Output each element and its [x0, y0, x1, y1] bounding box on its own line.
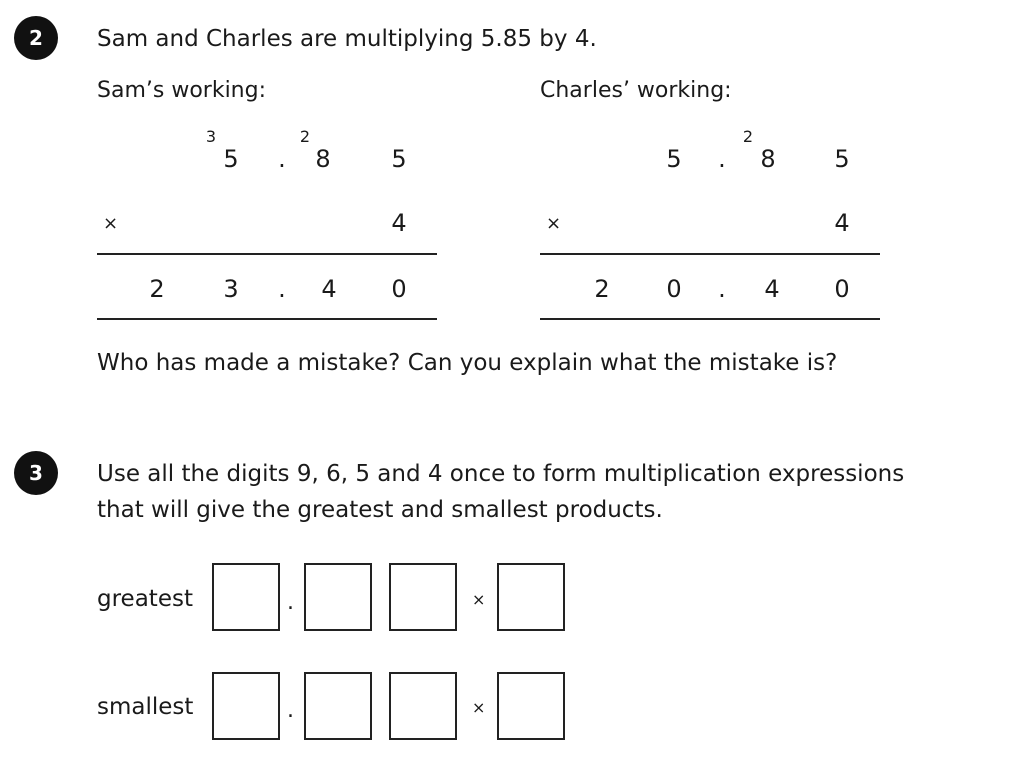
charles-working-title: Charles’ working:: [540, 78, 732, 103]
greatest-multiply-sign: ×: [472, 590, 486, 609]
smallest-label: smallest: [97, 694, 194, 720]
top-digit: 5: [666, 145, 682, 173]
result-digit: 0: [666, 275, 682, 303]
smallest-answer-box-2[interactable]: [304, 672, 372, 740]
result-digit: 4: [764, 275, 780, 303]
carry-digit: 3: [205, 127, 217, 146]
result-digit: 0: [391, 275, 407, 303]
greatest-answer-box-2[interactable]: [304, 563, 372, 631]
decimal-point: .: [718, 145, 726, 173]
top-digit: 5: [391, 145, 407, 173]
question-2-badge: 2: [14, 16, 58, 60]
result-digit: 3: [223, 275, 239, 303]
charles-working: [540, 125, 880, 315]
top-digit: 8: [315, 145, 331, 173]
decimal-point: .: [278, 275, 286, 303]
greatest-decimal-point: .: [287, 590, 294, 615]
greatest-answer-box-4[interactable]: [497, 563, 565, 631]
smallest-answer-box-4[interactable]: [497, 672, 565, 740]
top-digit: 8: [760, 145, 776, 173]
question-3-prompt-line-2: that will give the greatest and smallest products.: [97, 497, 663, 523]
carry-digit: 2: [299, 127, 311, 146]
question-3-badge: 3: [14, 451, 58, 495]
smallest-answer-box-3[interactable]: [389, 672, 457, 740]
result-bottom-line: [540, 318, 880, 320]
carry-digit: 2: [742, 127, 754, 146]
greatest-label: greatest: [97, 586, 193, 612]
result-top-line: [97, 253, 437, 255]
result-top-line: [540, 253, 880, 255]
smallest-answer-box-1[interactable]: [212, 672, 280, 740]
smallest-multiply-sign: ×: [472, 698, 486, 717]
result-digit: 2: [594, 275, 610, 303]
result-digit: 4: [321, 275, 337, 303]
multiplier-digit: 4: [834, 209, 850, 237]
result-digit: 2: [149, 275, 165, 303]
top-digit: 5: [223, 145, 239, 173]
smallest-decimal-point: .: [287, 698, 294, 723]
sam-working-title: Sam’s working:: [97, 78, 266, 103]
question-2-followup: Who has made a mistake? Can you explain what the mistake is?: [97, 350, 838, 376]
multiplier-digit: 4: [391, 209, 407, 237]
top-digit: 5: [834, 145, 850, 173]
result-digit: 0: [834, 275, 850, 303]
multiply-sign: ×: [546, 213, 562, 234]
greatest-answer-box-3[interactable]: [389, 563, 457, 631]
sam-working: [97, 125, 437, 315]
multiply-sign: ×: [103, 213, 119, 234]
result-bottom-line: [97, 318, 437, 320]
question-3-prompt-line-1: Use all the digits 9, 6, 5 and 4 once to form multiplication expressions: [97, 461, 905, 487]
greatest-answer-box-1[interactable]: [212, 563, 280, 631]
decimal-point: .: [718, 275, 726, 303]
question-2-prompt: Sam and Charles are multiplying 5.85 by 4.: [97, 26, 597, 52]
decimal-point: .: [278, 145, 286, 173]
